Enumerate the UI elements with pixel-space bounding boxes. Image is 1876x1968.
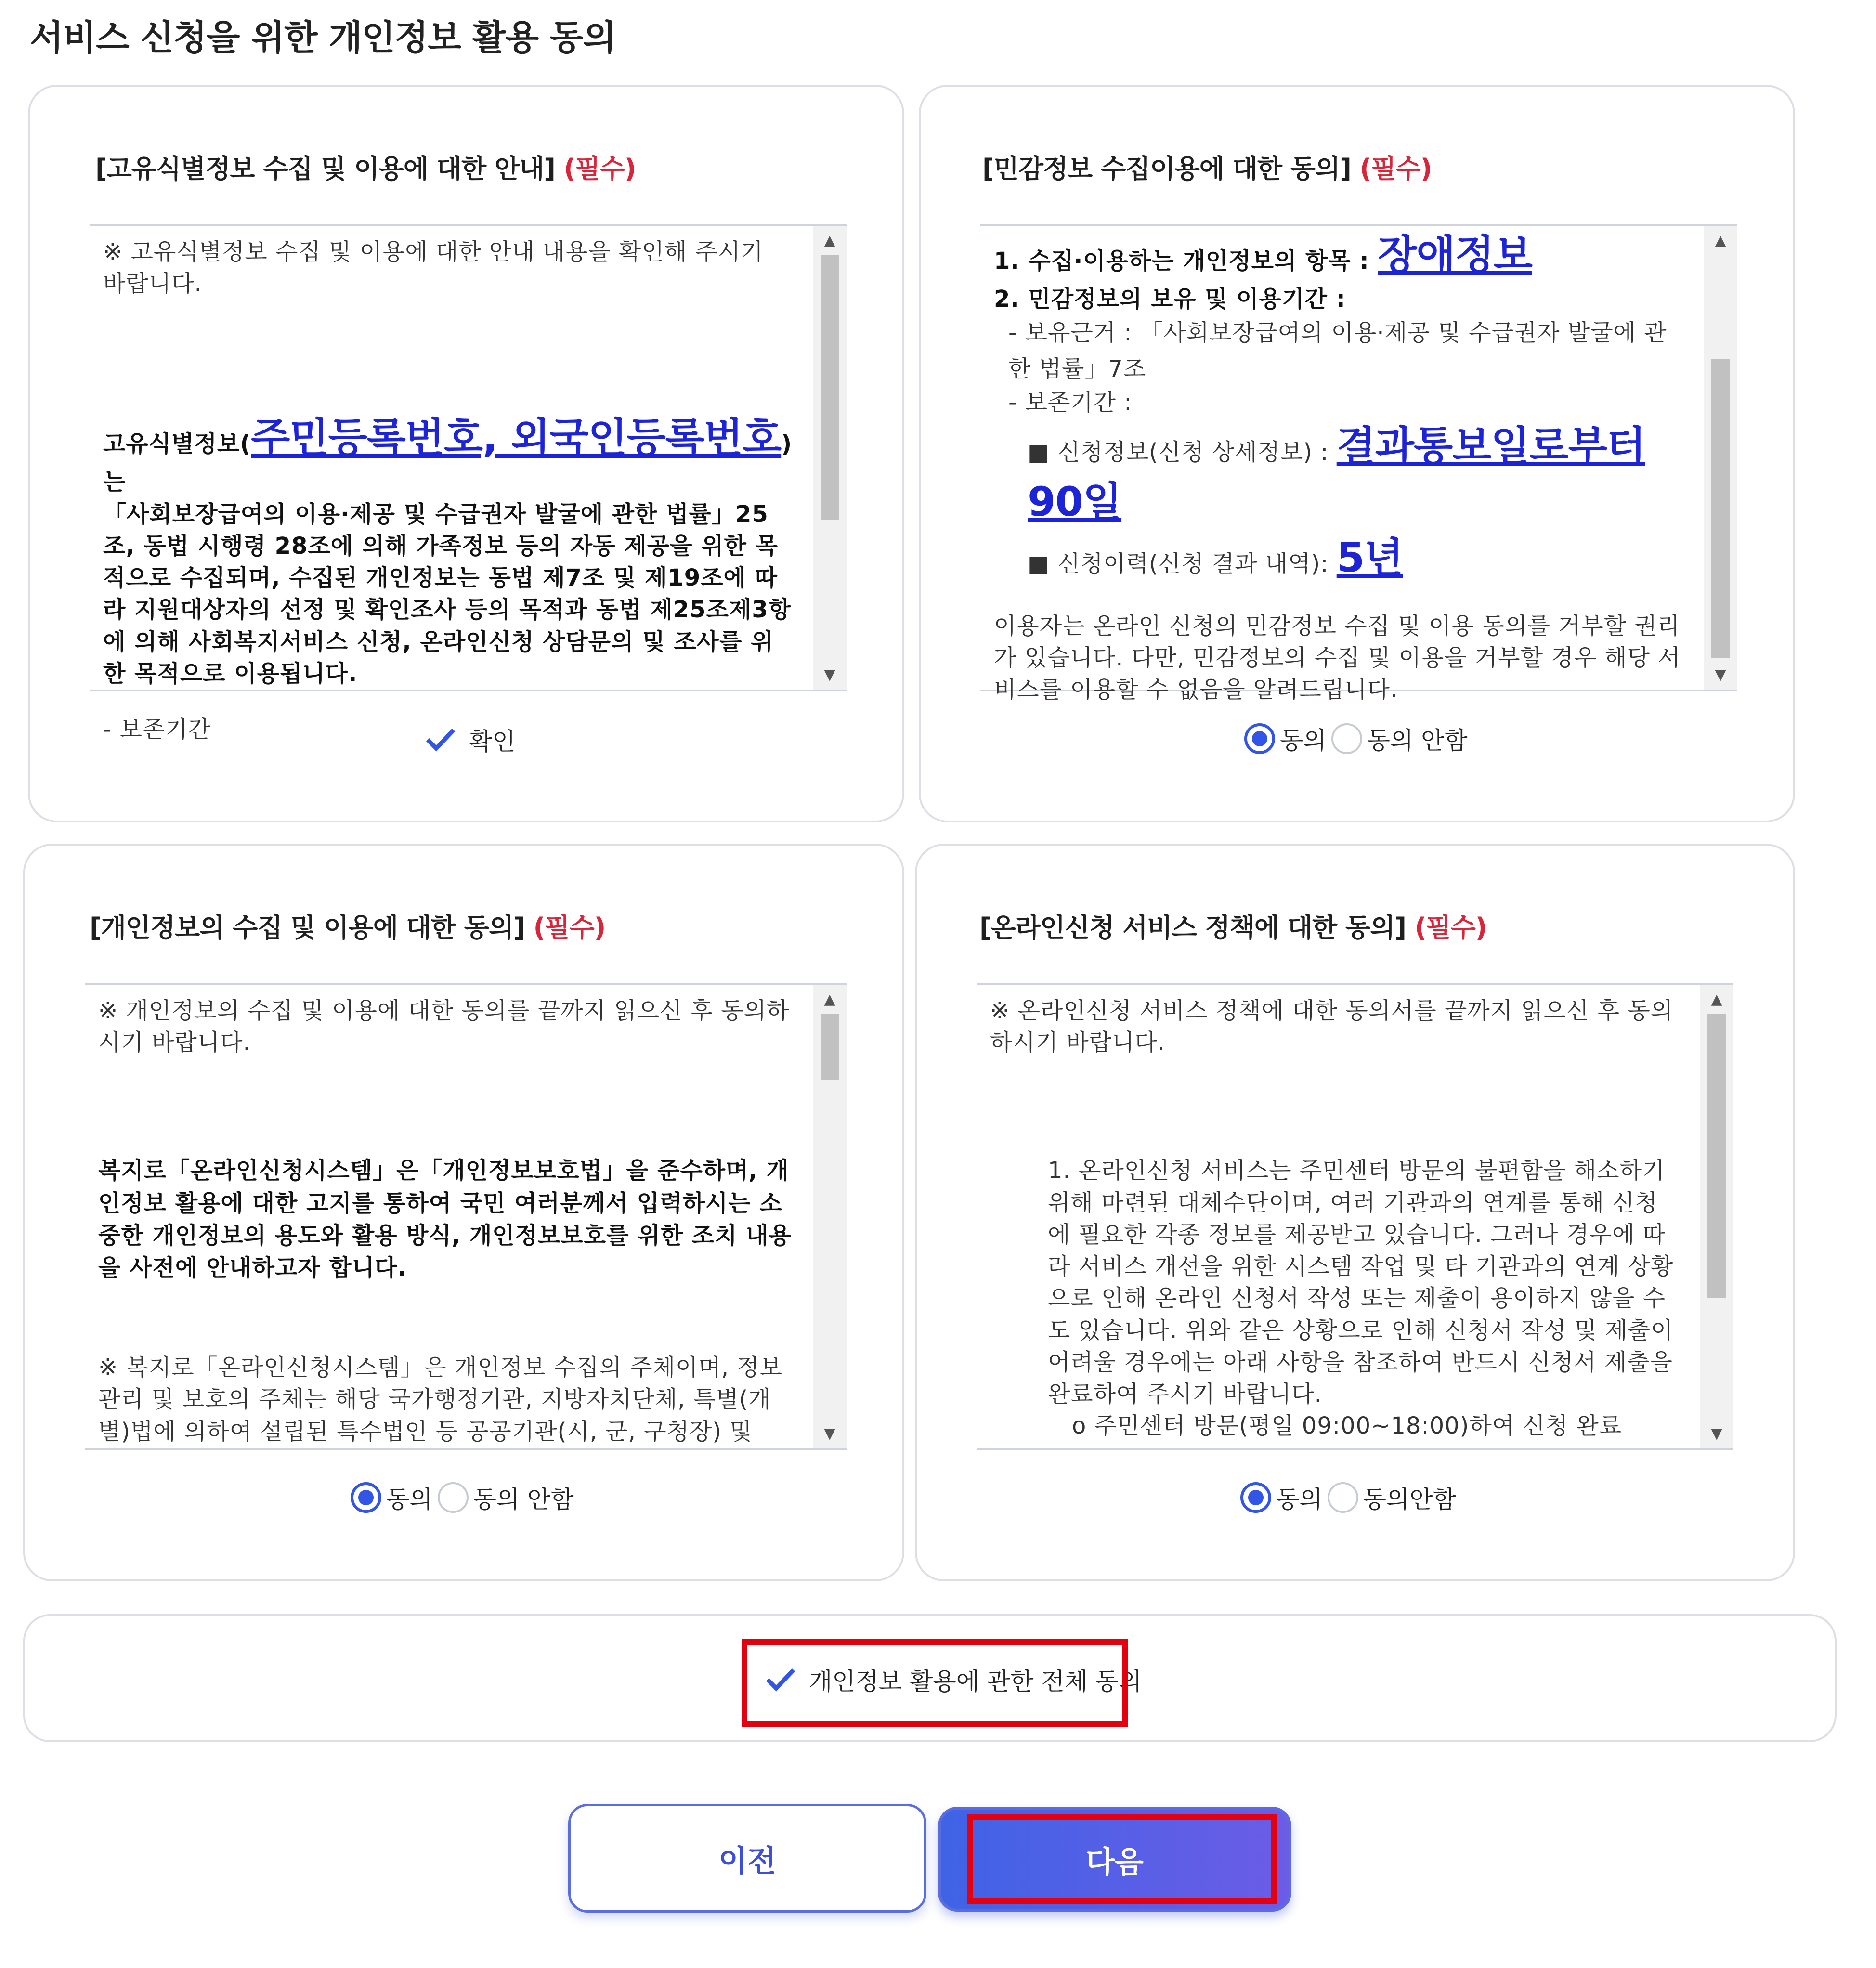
policy-sub-item: o 주민센터 방문(평일 09:00~18:00)하여 신청 완료 [1072,1412,1622,1440]
terms-body [103,410,794,690]
terms-intro: ※ 개인정보의 수집 및 이용에 대한 동의를 끝까지 읽으신 후 동의하시기 바랍니다. [98,997,790,1056]
card-title [982,148,1432,185]
terms-content [103,236,794,745]
retention-label: - 보존기간 [103,716,211,743]
next-button[interactable]: 다음 [938,1807,1291,1912]
terms-scroll-box[interactable] [980,224,1737,704]
terms-content [98,995,794,1447]
disagree-radio[interactable] [438,1482,469,1513]
checkmark-icon [425,726,456,753]
card-title [979,907,1487,944]
consent-radio-group [1244,721,1472,756]
sensitive-item-2: 2. 민감정보의 보유 및 이용기간 : [994,285,1346,313]
scroll-up-arrow-icon[interactable]: ▲ [824,991,835,1008]
card-sensitive-info [919,85,1795,822]
card-title-text: [고유식별정보 수집 및 이용에 대한 안내] [95,154,555,184]
card-unique-id-info [28,85,904,822]
terms-note: ※ 복지로「온라인신청시스템」은 개인정보 수집의 주체이며, 정보관리 및 보호의 주체는 해당 국가행정기관, 지방자치단체, 특별(개별)법에 의하여 설립된 특수법인 등 공공기관(시, 군, 구청장) 및 [98,1354,782,1445]
terms-content [994,227,1684,706]
prev-button[interactable]: 이전 [568,1804,926,1913]
all-agree-label: 개인정보 활용에 관한 전체 동의 [809,1668,1142,1695]
scrollbar-thumb[interactable] [1707,1014,1726,1298]
application-info-label: ■ 신청정보(신청 상세정보) : [1028,439,1337,466]
confirm-label: 확인 [469,728,516,756]
card-title [90,907,605,944]
agree-radio[interactable] [1240,1482,1271,1513]
scrollbar-thumb[interactable] [821,255,839,520]
terms-scroll-box[interactable] [977,983,1733,1450]
agree-label: 동의 [1276,1486,1323,1513]
terms-body-prefix: 고유식별정보( [103,430,251,458]
scroll-down-arrow-icon[interactable]: ▼ [824,666,835,683]
policy-list-item [990,1155,1681,1410]
all-agree-highlight [742,1639,1128,1727]
scrollbar-thumb[interactable] [1711,359,1730,658]
application-info-row [994,418,1684,530]
scroll-down-arrow-icon[interactable]: ▼ [1715,666,1726,683]
disagree-label: 동의 안함 [473,1486,574,1513]
confirm-checkbox[interactable] [425,722,516,757]
card-title-text: [민감정보 수집이용에 대한 동의] [982,154,1351,184]
card-title-text: [개인정보의 수집 및 이용에 대한 동의] [90,912,525,943]
scrollbar-thumb[interactable] [821,1014,839,1080]
card-personal-info [23,844,904,1581]
agree-radio[interactable] [1244,723,1275,754]
disagree-label: 동의 안함 [1367,727,1468,755]
terms-scroll-box[interactable] [90,224,847,743]
agree-radio[interactable] [351,1482,381,1513]
refusal-notice: 이용자는 온라인 신청의 민감정보 수집 및 이용 동의를 거부할 권리가 있습니다. 다만, 민감정보의 수집 및 이용을 거부할 경우 해당 서비스를 이용할 수 없음을 알려드립니다. [994,612,1681,704]
disagree-label: 동의안함 [1363,1486,1456,1513]
required-badge: (필수) [1414,912,1487,943]
terms-bold-paragraph: 복지로「온라인신청시스템」은「개인정보보호법」을 준수하며, 개인정보 활용에 대한 고지를 통하여 국민 여러분께서 입력하시는 소중한 개인정보의 용도와 활용 방식, 개인정보보호를 위한 조치 내용을 사전에 안내하고자 합니다. [98,1157,792,1282]
id-number-link[interactable]: 주민등록번호, 외국인등록번호 [251,414,782,462]
scroll-down-arrow-icon[interactable]: ▼ [1711,1425,1722,1442]
consent-radio-group [1240,1480,1461,1515]
application-history-row [994,530,1684,586]
card-title-text: [온라인신청 서비스 정책에 대한 동의] [979,912,1407,943]
scrollbar[interactable] [1700,985,1733,1448]
retention-period: - 보존기간 : [1008,389,1133,416]
terms-body-suffix: )는 [103,430,793,496]
terms-intro: ※ 온라인신청 서비스 정책에 대한 동의서를 끝까지 읽으신 후 동의하시기 바랍니다. [990,997,1674,1056]
agree-label: 동의 [386,1486,433,1513]
scrollbar[interactable] [813,226,847,690]
disability-info-link[interactable]: 장애정보 [1378,231,1532,278]
next-button-highlight [967,1814,1277,1904]
disagree-radio[interactable] [1331,723,1362,754]
terms-content [990,995,1681,1442]
scroll-down-arrow-icon[interactable]: ▼ [824,1425,835,1442]
scrollbar[interactable] [1704,226,1737,690]
consent-radio-group [351,1480,579,1515]
policy-list-text: 1. 온라인신청 서비스는 주민센터 방문의 불편함을 해소하기 위해 마련된 대체수단이며, 여러 기관과의 연계를 통해 신청에 필요한 각종 정보를 제공받고 있습니다. 그러나 경우에 따라 서비스 개선을 위한 시스템 작업 및 타 기관과의 연계 상황으로 인해 온라인 신청서 작성 또는 제출이 용이하지 않을 수도 있습니다. 위와 같은 상황으로 인해 신청서 작성 및 제출이 어려울 경우에는 아래 사항을 참조하여 반드시 신청서 제출을 완료하여 주시기 바랍니다. [1048,1157,1674,1408]
item1-label: 1. 수집·이용하는 개인정보의 항목 : [994,248,1378,274]
sensitive-item-1 [994,227,1684,283]
card-title [95,148,636,185]
scrollbar[interactable] [813,985,847,1448]
application-info-value[interactable]: 결과통보일로부터 90일 [1028,422,1645,526]
page-title: 서비스 신청을 위한 개인정보 활용 동의 [30,17,616,58]
scroll-up-arrow-icon[interactable]: ▲ [1711,991,1722,1008]
required-badge: (필수) [533,912,606,943]
terms-body-rest: 「사회보장급여의 이용·제공 및 수급권자 발굴에 관한 법률」25조, 동법 시행령 28조에 의해 가족정보 등의 자동 제공을 위한 목적으로 수집되며, 수집된 개인정보는 동법 제7조 및 제19조에 따라 지원대상자의 선정 및 확인조사 등의 목적과 동법 제25조제3항에 의해 사회복지서비스 신청, 온라인신청 상담문의 및 조사를 위한 목적으로 이용됩니다. [103,500,792,687]
terms-intro: ※ 고유식별정보 수집 및 이용에 대한 안내 내용을 확인해 주시기 바랍니다. [103,238,764,298]
disagree-radio[interactable] [1328,1482,1358,1513]
terms-scroll-box[interactable] [85,983,847,1450]
agree-label: 동의 [1280,727,1327,755]
application-history-label: ■ 신청이력(신청 결과 내역): [1028,550,1337,577]
retention-basis: - 보유근거 : 「사회보장급여의 이용·제공 및 수급권자 발굴에 관한 법률」7조 [1008,319,1667,382]
required-badge: (필수) [1359,154,1432,184]
scroll-up-arrow-icon[interactable]: ▲ [1715,232,1726,249]
card-online-policy [915,844,1795,1581]
scroll-up-arrow-icon[interactable]: ▲ [824,232,835,249]
required-badge: (필수) [563,154,636,184]
application-history-value[interactable]: 5년 [1336,534,1403,581]
